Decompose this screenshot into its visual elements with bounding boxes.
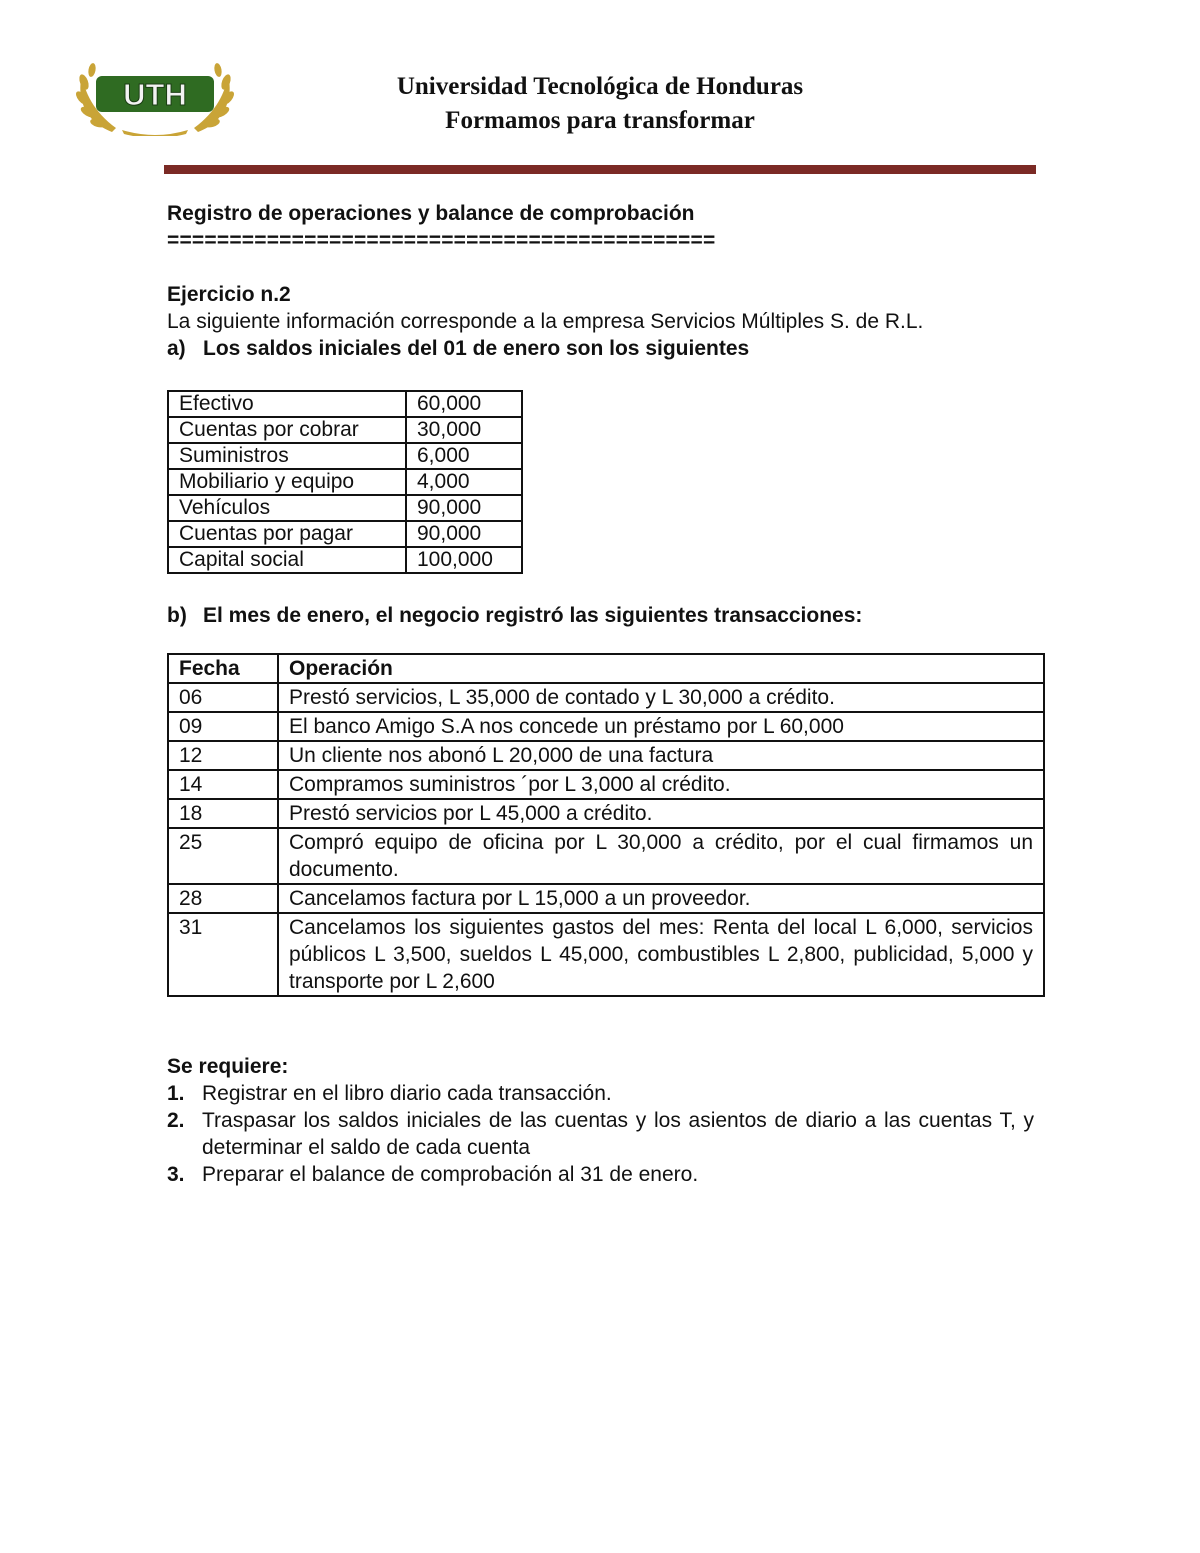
header	[300, 70, 900, 138]
document-title: Registro de operaciones y balance de comprobación	[167, 202, 695, 225]
requirements-heading: Se requiere:	[167, 1055, 289, 1078]
operation-cell: El banco Amigo S.A nos concede un préstamo por L 60,000	[278, 712, 1044, 741]
table-row	[168, 712, 1044, 741]
date-cell: 06	[168, 683, 278, 712]
section-b-text: El mes de enero, el negocio registró las siguientes transacciones:	[203, 604, 863, 627]
table-row	[168, 495, 522, 521]
operation-cell: Compramos suministros ´por L 3,000 al crédito.	[278, 770, 1044, 799]
exercise-intro: La siguiente información corresponde a la empresa Servicios Múltiples S. de R.L.	[167, 310, 924, 333]
account-cell: Cuentas por pagar	[168, 521, 406, 547]
amount-cell: 90,000	[406, 495, 522, 521]
date-cell: 28	[168, 884, 278, 913]
date-cell: 31	[168, 913, 278, 996]
operation-cell: Prestó servicios, L 35,000 de contado y L 30,000 a crédito.	[278, 683, 1044, 712]
amount-cell: 60,000	[406, 391, 522, 417]
date-cell: 14	[168, 770, 278, 799]
list-item-text: Registrar en el libro diario cada transacción.	[202, 1082, 612, 1105]
table-row	[168, 521, 522, 547]
exercise-heading: Ejercicio n.2	[167, 283, 291, 306]
operation-column-header: Operación	[278, 654, 1044, 683]
section-b-heading	[167, 602, 1044, 629]
section-b-mark: b)	[167, 604, 187, 627]
table-row	[168, 417, 522, 443]
header-divider	[164, 165, 1036, 174]
date-cell: 18	[168, 799, 278, 828]
amount-cell: 30,000	[406, 417, 522, 443]
operation-cell: Prestó servicios por L 45,000 a crédito.	[278, 799, 1044, 828]
operation-cell: Cancelamos factura por L 15,000 a un proveedor.	[278, 884, 1044, 913]
slogan: Formamos para transformar	[445, 107, 755, 134]
university-name: Universidad Tecnológica de Honduras	[396, 73, 804, 100]
operation-cell: Cancelamos los siguientes gastos del mes: Renta del local L 6,000, servicios públicos L 3,500, sueldos L 45,000, combustibles L 2,800, publicidad, 5,000 y transporte por L 2,600	[278, 913, 1044, 996]
section-a-text: Los saldos iniciales del 01 de enero son los siguientes	[203, 337, 750, 360]
table-row	[168, 547, 522, 573]
amount-cell: 100,000	[406, 547, 522, 573]
requirements-list	[167, 1080, 1044, 1188]
date-cell: 25	[168, 828, 278, 884]
opening-balances-table	[167, 390, 523, 574]
table-row	[168, 770, 1044, 799]
table-row	[168, 469, 522, 495]
list-item-number: 3.	[167, 1163, 185, 1186]
section-a-mark: a)	[167, 337, 186, 360]
table-row	[168, 799, 1044, 828]
transactions-table	[167, 653, 1045, 997]
list-item	[167, 1080, 1044, 1107]
amount-cell: 90,000	[406, 521, 522, 547]
list-item-number: 2.	[167, 1109, 185, 1132]
table-row	[168, 443, 522, 469]
account-cell: Capital social	[168, 547, 406, 573]
operation-cell: Compró equipo de oficina por L 30,000 a crédito, por el cual firmamos un documento.	[278, 828, 1044, 884]
table-row	[168, 828, 1044, 884]
table-row	[168, 741, 1044, 770]
date-cell: 12	[168, 741, 278, 770]
svg-text:UTH: UTH	[123, 77, 187, 112]
amount-cell: 4,000	[406, 469, 522, 495]
date-column-header: Fecha	[168, 654, 278, 683]
operation-cell: Un cliente nos abonó L 20,000 de una factura	[278, 741, 1044, 770]
amount-cell: 6,000	[406, 443, 522, 469]
list-item-text: Preparar el balance de comprobación al 31 de enero.	[202, 1163, 699, 1186]
list-item	[167, 1107, 1044, 1161]
list-item-text: Traspasar los saldos iniciales de las cuentas y los asientos de diario a las cuentas T, y determinar el saldo de cada cuenta	[202, 1109, 1034, 1159]
account-cell: Vehículos	[168, 495, 406, 521]
section-a-heading	[167, 335, 1044, 362]
document-body	[167, 200, 1044, 1188]
account-cell: Efectivo	[168, 391, 406, 417]
date-cell: 09	[168, 712, 278, 741]
account-cell: Suministros	[168, 443, 406, 469]
table-row	[168, 683, 1044, 712]
uth-logo	[72, 52, 238, 136]
table-row	[168, 884, 1044, 913]
table-header-row	[168, 654, 1044, 683]
list-item-number: 1.	[167, 1082, 185, 1105]
account-cell: Mobiliario y equipo	[168, 469, 406, 495]
list-item	[167, 1161, 1044, 1188]
table-row	[168, 913, 1044, 996]
table-row	[168, 391, 522, 417]
separator-line: ============================================	[167, 229, 716, 252]
account-cell: Cuentas por cobrar	[168, 417, 406, 443]
